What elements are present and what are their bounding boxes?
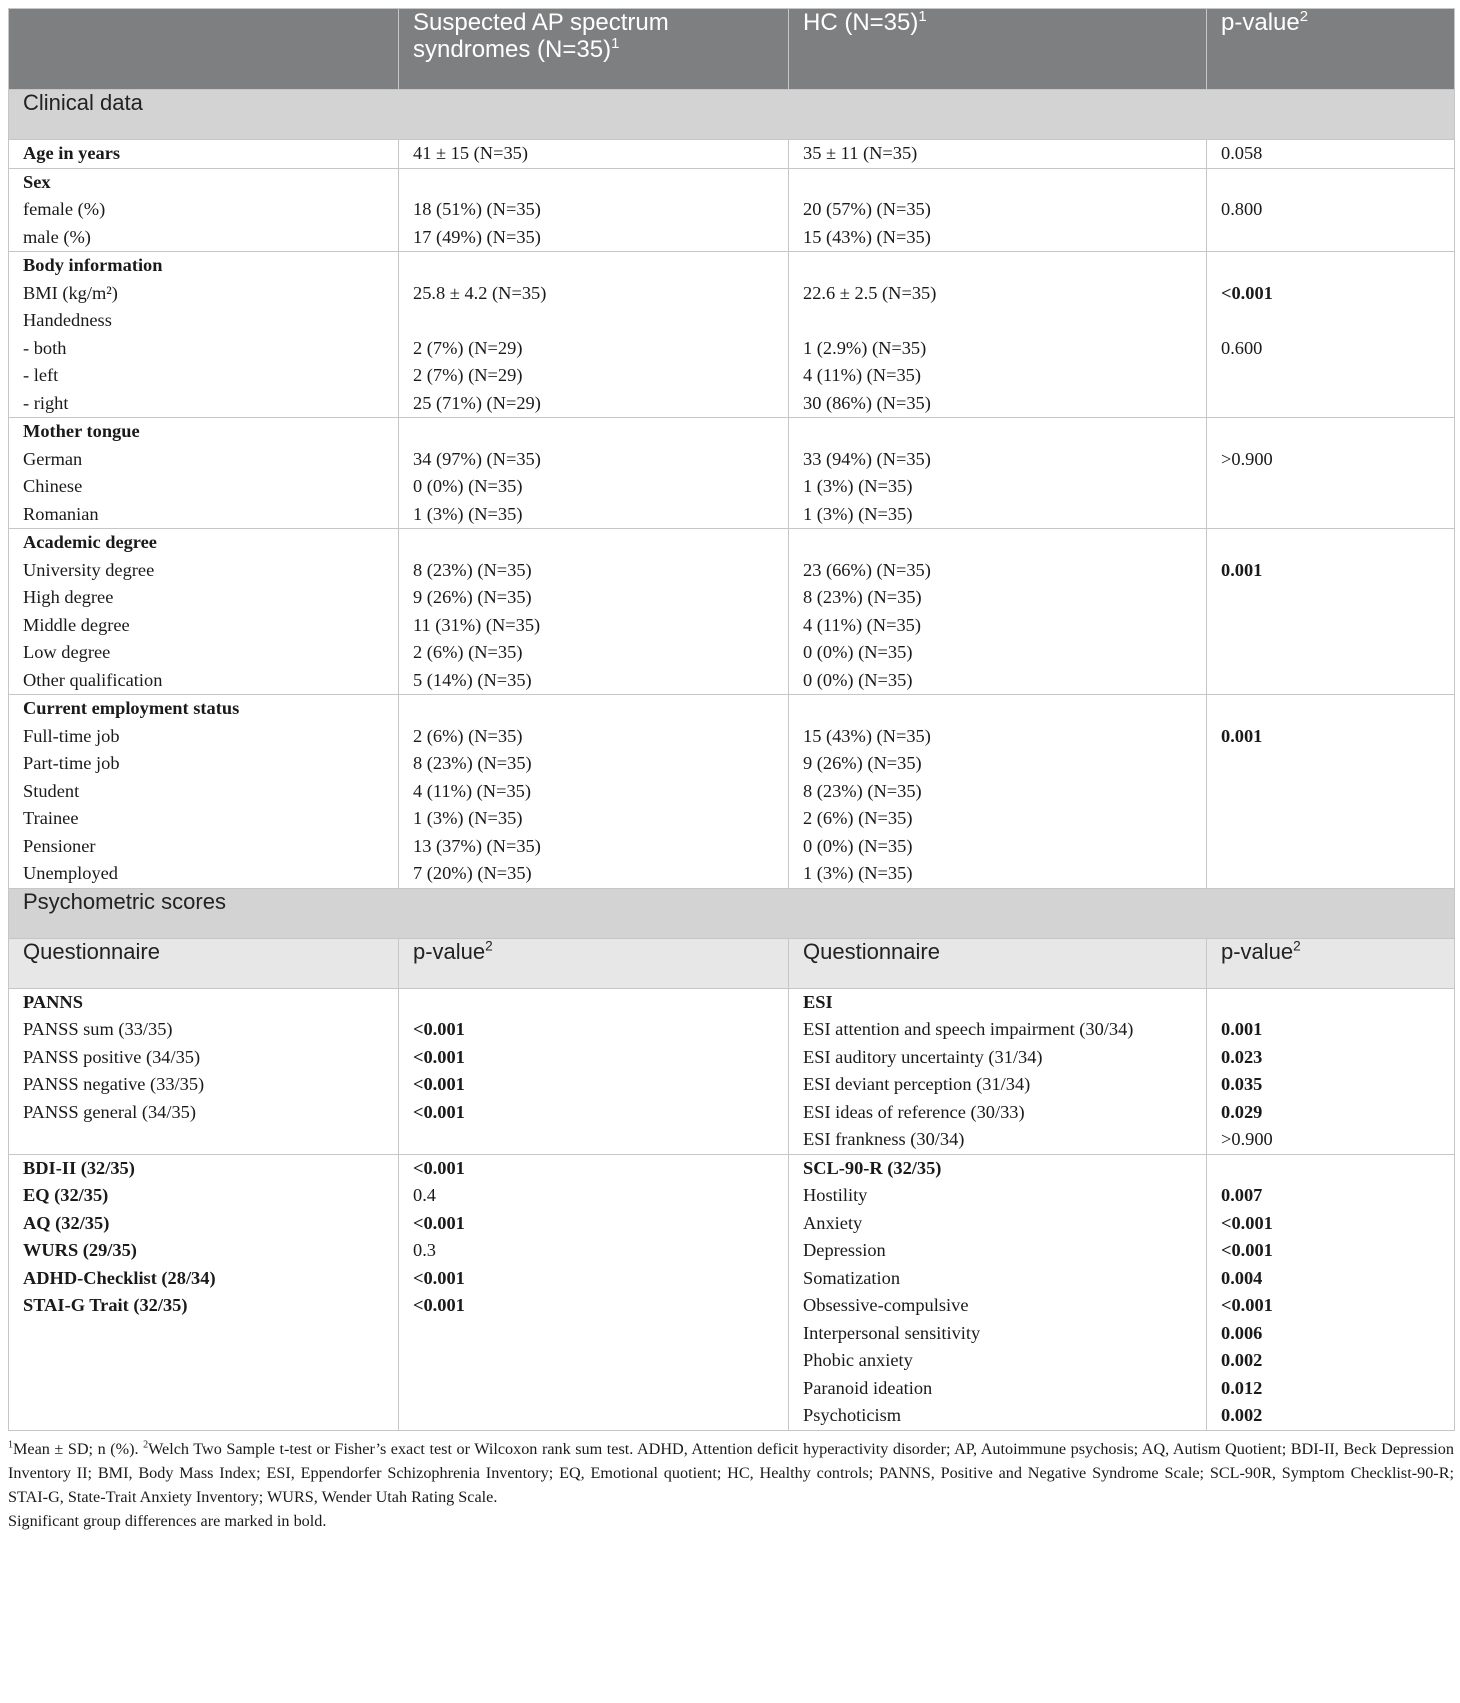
ap-value: 13 (37%) (N=35) bbox=[413, 835, 541, 856]
ap-value: 25 (71%) (N=29) bbox=[413, 392, 541, 413]
questionnaire-label: Obsessive-compulsive bbox=[803, 1295, 969, 1315]
questionnaire-p-value: <0.001 bbox=[413, 1019, 465, 1039]
questionnaire-p-value: 0.035 bbox=[1221, 1074, 1263, 1094]
row-label: - left bbox=[23, 365, 59, 385]
subheader-label: p-value bbox=[1221, 938, 1294, 964]
hc-value: 8 (23%) (N=35) bbox=[803, 587, 922, 607]
hc-value: 1 (2.9%) (N=35) bbox=[803, 337, 927, 358]
questionnaire-p-value: 0.007 bbox=[1221, 1185, 1263, 1205]
questionnaire-p-value: <0.001 bbox=[413, 1212, 465, 1233]
hc-value-cell bbox=[789, 252, 1207, 418]
demographics-table bbox=[8, 8, 1455, 1431]
ap-value: 1 (3%) (N=35) bbox=[413, 808, 523, 828]
questionnaire-label: ESI bbox=[803, 991, 833, 1012]
hc-value: 9 (26%) (N=35) bbox=[803, 753, 922, 773]
ap-value: 11 (31%) (N=35) bbox=[413, 614, 541, 635]
header-p-value: p-value$^2$ bbox=[1207, 9, 1455, 90]
p-value-cell bbox=[1207, 168, 1455, 252]
hc-value: 23 (66%) (N=35) bbox=[803, 559, 931, 580]
empty-line bbox=[1221, 833, 1440, 861]
subheader-p2 bbox=[1207, 938, 1455, 988]
section-title: Clinical data bbox=[9, 90, 1455, 140]
subheader-label: p-value bbox=[413, 938, 486, 964]
variable-cell bbox=[9, 252, 399, 418]
subheader-label: Questionnaire bbox=[23, 938, 160, 964]
empty-line bbox=[803, 307, 1192, 335]
ap-value: 2 (6%) (N=35) bbox=[413, 642, 523, 662]
questionnaire-p-value: 0.012 bbox=[1221, 1377, 1263, 1398]
questionnaire-p-value: <0.001 bbox=[1221, 1212, 1273, 1233]
p-value-left-cell bbox=[399, 988, 789, 1154]
row-label: High degree bbox=[23, 587, 114, 607]
empty-line bbox=[413, 169, 774, 197]
clinical-group-row bbox=[9, 168, 1455, 252]
ap-value-cell bbox=[399, 418, 789, 529]
questionnaire-label: Paranoid ideation bbox=[803, 1377, 933, 1398]
questionnaire-label: PANSS general (34/35) bbox=[23, 1101, 197, 1122]
questionnaire-p-value: 0.001 bbox=[1221, 1019, 1263, 1039]
questionnaire-p-value: 0.004 bbox=[1221, 1267, 1263, 1288]
subheader-label: Questionnaire bbox=[803, 938, 940, 964]
subheader-q1 bbox=[9, 938, 399, 988]
questionnaire-label: BDI-II (32/35) bbox=[23, 1157, 135, 1178]
group-label: Sex bbox=[23, 171, 51, 192]
p-value-right-cell bbox=[1207, 1154, 1455, 1430]
questionnaire-label: PANSS sum (33/35) bbox=[23, 1019, 173, 1039]
questionnaire-p-value: 0.006 bbox=[1221, 1322, 1263, 1343]
questionnaire-label: AQ (32/35) bbox=[23, 1212, 110, 1233]
empty-line bbox=[803, 169, 1192, 197]
ap-value: 9 (26%) (N=35) bbox=[413, 587, 532, 607]
hc-value: 35 ± 11 (N=35) bbox=[803, 143, 918, 163]
clinical-group-row bbox=[9, 529, 1455, 695]
empty-line bbox=[1221, 667, 1440, 695]
empty-line bbox=[1221, 473, 1440, 501]
questionnaire-p-value: 0.023 bbox=[1221, 1046, 1263, 1067]
empty-line bbox=[1221, 418, 1440, 446]
p-value: 0.058 bbox=[1221, 143, 1263, 163]
p-value: 0.001 bbox=[1221, 725, 1263, 746]
questionnaire-p-value: <0.001 bbox=[413, 1267, 465, 1288]
variable-cell bbox=[9, 168, 399, 252]
empty-line bbox=[1221, 529, 1440, 557]
questionnaire-p-value: <0.001 bbox=[413, 1046, 465, 1067]
group-label: Body information bbox=[23, 255, 163, 275]
questionnaire-p-value: 0.029 bbox=[1221, 1101, 1263, 1122]
hc-value: 33 (94%) (N=35) bbox=[803, 448, 931, 469]
questionnaire-label: Hostility bbox=[803, 1185, 868, 1205]
hc-value-cell bbox=[789, 695, 1207, 889]
psychometric-block-row bbox=[9, 988, 1455, 1154]
row-label: Low degree bbox=[23, 642, 111, 662]
section-psychometric-scores bbox=[9, 888, 1455, 938]
hc-value: 0 (0%) (N=35) bbox=[803, 835, 913, 856]
questionnaire-p-value: 0.002 bbox=[1221, 1405, 1263, 1425]
questionnaire-left-cell bbox=[9, 1154, 399, 1430]
row-label: University degree bbox=[23, 559, 155, 580]
hc-value: 4 (11%) (N=35) bbox=[803, 614, 921, 635]
ap-value: 2 (7%) (N=29) bbox=[413, 365, 523, 385]
ap-value: 41 ± 15 (N=35) bbox=[413, 143, 528, 163]
hc-value: 20 (57%) (N=35) bbox=[803, 199, 931, 219]
table-container bbox=[8, 8, 1454, 1533]
row-label: BMI (kg/m²) bbox=[23, 282, 118, 303]
empty-line bbox=[1221, 501, 1440, 529]
ap-value: 8 (23%) (N=35) bbox=[413, 559, 532, 580]
questionnaire-label: Interpersonal sensitivity bbox=[803, 1322, 981, 1343]
group-label: Current employment status bbox=[23, 698, 240, 718]
hc-value-cell bbox=[789, 529, 1207, 695]
row-label: Romanian bbox=[23, 503, 99, 524]
empty-line bbox=[413, 418, 774, 446]
clinical-group-row bbox=[9, 252, 1455, 418]
questionnaire-p-value: <0.001 bbox=[1221, 1295, 1273, 1315]
questionnaire-p-value: <0.001 bbox=[1221, 1240, 1273, 1260]
p-value-cell bbox=[1207, 529, 1455, 695]
ap-value: 8 (23%) (N=35) bbox=[413, 753, 532, 773]
row-label: Student bbox=[23, 780, 80, 801]
hc-value: 15 (43%) (N=35) bbox=[803, 725, 931, 746]
variable-cell bbox=[9, 418, 399, 529]
questionnaire-label: PANNS bbox=[23, 991, 83, 1012]
ap-value-cell bbox=[399, 695, 789, 889]
group-label: Mother tongue bbox=[23, 421, 140, 441]
p-value: <0.001 bbox=[1221, 282, 1273, 303]
hc-value: 1 (3%) (N=35) bbox=[803, 503, 913, 524]
ap-value: 4 (11%) (N=35) bbox=[413, 780, 531, 801]
empty-line bbox=[1221, 224, 1440, 252]
row-label: male (%) bbox=[23, 226, 91, 247]
empty-line bbox=[1221, 750, 1440, 778]
p-value-cell bbox=[1207, 140, 1455, 169]
row-label: Other qualification bbox=[23, 669, 163, 690]
empty-line bbox=[413, 695, 774, 723]
ap-value: 7 (20%) (N=35) bbox=[413, 863, 532, 883]
section-title: Psychometric scores bbox=[9, 888, 1455, 938]
hc-value: 22.6 ± 2.5 (N=35) bbox=[803, 282, 937, 303]
hc-value-cell bbox=[789, 140, 1207, 169]
variable-cell bbox=[9, 140, 399, 169]
ap-value: 25.8 ± 4.2 (N=35) bbox=[413, 282, 547, 303]
hc-value: 4 (11%) (N=35) bbox=[803, 365, 921, 385]
empty-line bbox=[803, 695, 1192, 723]
hc-value: 1 (3%) (N=35) bbox=[803, 863, 913, 883]
clinical-group-row bbox=[9, 695, 1455, 889]
section-clinical-data bbox=[9, 90, 1455, 140]
header-empty bbox=[9, 9, 399, 90]
questionnaire-label: Anxiety bbox=[803, 1212, 863, 1233]
empty-line bbox=[1221, 778, 1440, 806]
empty-line bbox=[1221, 639, 1440, 667]
psychometric-block-row bbox=[9, 1154, 1455, 1430]
empty-line bbox=[413, 529, 774, 557]
p-value: >0.900 bbox=[1221, 448, 1273, 469]
empty-line bbox=[1221, 805, 1440, 833]
ap-value-cell bbox=[399, 140, 789, 169]
questionnaire-label: WURS (29/35) bbox=[23, 1240, 137, 1260]
empty-line bbox=[1221, 307, 1440, 335]
questionnaire-label: EQ (32/35) bbox=[23, 1185, 109, 1205]
subheader-sup: 2 bbox=[485, 938, 493, 954]
ap-value: 18 (51%) (N=35) bbox=[413, 199, 541, 219]
header-ap-group: Suspected AP spectrum syndromes (N=35)$^1$ bbox=[399, 9, 789, 90]
questionnaire-label: ESI attention and speech impairment (30/34) bbox=[803, 1019, 1134, 1039]
p-value-left-cell bbox=[399, 1154, 789, 1430]
questionnaire-p-value bbox=[1221, 1155, 1440, 1183]
p-value-cell bbox=[1207, 695, 1455, 889]
row-label: Unemployed bbox=[23, 863, 118, 883]
questionnaire-label: ADHD-Checklist (28/34) bbox=[23, 1267, 216, 1288]
row-label: Handedness bbox=[23, 310, 112, 330]
hc-value: 2 (6%) (N=35) bbox=[803, 808, 913, 828]
questionnaire-label: ESI auditory uncertainty (31/34) bbox=[803, 1046, 1043, 1067]
subheader-p1 bbox=[399, 938, 789, 988]
empty-line bbox=[1221, 252, 1440, 280]
ap-value-cell bbox=[399, 252, 789, 418]
hc-value: 30 (86%) (N=35) bbox=[803, 392, 931, 413]
questionnaire-p-value: 0.4 bbox=[413, 1185, 436, 1205]
empty-line bbox=[1221, 362, 1440, 390]
questionnaire-left-cell bbox=[9, 988, 399, 1154]
questionnaire-label: SCL-90-R (32/35) bbox=[803, 1157, 942, 1178]
p-value-cell bbox=[1207, 418, 1455, 529]
hc-value: 15 (43%) (N=35) bbox=[803, 226, 931, 247]
ap-value: 2 (7%) (N=29) bbox=[413, 337, 523, 358]
p-value-cell bbox=[1207, 252, 1455, 418]
questionnaire-p-value: <0.001 bbox=[413, 1101, 465, 1122]
questionnaire-p-value: 0.3 bbox=[413, 1240, 436, 1260]
questionnaire-label: ESI frankness (30/34) bbox=[803, 1129, 965, 1149]
empty-line bbox=[803, 529, 1192, 557]
empty-line bbox=[413, 252, 774, 280]
questionnaire-label: PANSS positive (34/35) bbox=[23, 1046, 201, 1067]
questionnaire-label: Psychoticism bbox=[803, 1405, 902, 1425]
empty-line bbox=[1221, 584, 1440, 612]
questionnaire-label: ESI deviant perception (31/34) bbox=[803, 1074, 1031, 1094]
questionnaire-p-value bbox=[1221, 989, 1440, 1017]
questionnaire-label: Somatization bbox=[803, 1267, 901, 1288]
questionnaire-p-value: >0.900 bbox=[1221, 1129, 1273, 1149]
variable-cell bbox=[9, 695, 399, 889]
questionnaire-label: Phobic anxiety bbox=[803, 1350, 913, 1370]
subheader-q2 bbox=[789, 938, 1207, 988]
row-label: Part-time job bbox=[23, 753, 120, 773]
row-label: Full-time job bbox=[23, 725, 120, 746]
empty-line bbox=[1221, 169, 1440, 197]
questionnaire-p-value: <0.001 bbox=[413, 1295, 465, 1315]
questionnaire-p-value: <0.001 bbox=[413, 1074, 465, 1094]
questionnaire-p-value bbox=[413, 989, 774, 1017]
questionnaire-right-cell bbox=[789, 988, 1207, 1154]
questionnaire-label: Depression bbox=[803, 1240, 886, 1260]
subheader-sup: 2 bbox=[1293, 938, 1301, 954]
row-label: - both bbox=[23, 337, 67, 358]
psychometric-subheader bbox=[9, 938, 1455, 988]
footnote-significance: Significant group differences are marked in bold. bbox=[8, 1511, 327, 1530]
hc-value: 8 (23%) (N=35) bbox=[803, 780, 922, 801]
ap-value: 5 (14%) (N=35) bbox=[413, 669, 532, 690]
row-label: Chinese bbox=[23, 476, 83, 496]
row-label: Pensioner bbox=[23, 835, 96, 856]
hc-value-cell bbox=[789, 168, 1207, 252]
ap-value-cell bbox=[399, 529, 789, 695]
empty-line bbox=[1221, 390, 1440, 418]
questionnaire-label: PANSS negative (33/35) bbox=[23, 1074, 205, 1094]
hc-value-cell bbox=[789, 418, 1207, 529]
group-label: Academic degree bbox=[23, 532, 157, 552]
ap-value: 34 (97%) (N=35) bbox=[413, 448, 541, 469]
clinical-group-row bbox=[9, 140, 1455, 169]
row-label: German bbox=[23, 448, 83, 469]
table-header-row bbox=[9, 9, 1455, 90]
empty-line bbox=[1221, 860, 1440, 888]
footnotes bbox=[8, 1437, 1454, 1533]
header-hc-group: HC (N=35)$^1$ bbox=[789, 9, 1207, 90]
row-label: - right bbox=[23, 392, 69, 413]
clinical-group-row bbox=[9, 418, 1455, 529]
row-label: Trainee bbox=[23, 808, 79, 828]
variable-cell bbox=[9, 529, 399, 695]
group-label: Age in years bbox=[23, 143, 121, 163]
row-label: Middle degree bbox=[23, 614, 130, 635]
questionnaire-p-value: <0.001 bbox=[413, 1157, 465, 1178]
hc-value: 0 (0%) (N=35) bbox=[803, 669, 913, 690]
empty-line bbox=[803, 252, 1192, 280]
questionnaire-label: STAI-G Trait (32/35) bbox=[23, 1295, 188, 1315]
hc-value: 1 (3%) (N=35) bbox=[803, 476, 913, 496]
p-value-right-cell bbox=[1207, 988, 1455, 1154]
questionnaire-right-cell bbox=[789, 1154, 1207, 1430]
p-value: 0.600 bbox=[1221, 337, 1263, 358]
ap-value: 0 (0%) (N=35) bbox=[413, 476, 523, 496]
footnote-abbreviations: $^1$Mean ± SD; n (%). $^2$Welch Two Sample t-test or Fisher’s exact test or Wilcoxon rank sum test. ADHD, Attention deficit hyperactivity disorder; AP, Autoimmune psychosis; AQ, Autism Quotient; BDI-II, Beck Depression Inventory II; BMI, Body Mass Index; ESI, Eppendorfer Schizophrenia Inventory; EQ, Emotional quotient; HC, Healthy controls; PANNS, Positive and Negative Syndrome Scale; SCL-90R, Symptom Checklist-90-R; STAI-G, State-Trait Anxiety Inventory; WURS, Wender Utah Rating Scale. bbox=[8, 1439, 1454, 1506]
ap-value: 17 (49%) (N=35) bbox=[413, 226, 541, 247]
questionnaire-p-value: 0.002 bbox=[1221, 1350, 1263, 1370]
p-value: 0.001 bbox=[1221, 559, 1263, 580]
empty-line bbox=[413, 307, 774, 335]
ap-value: 2 (6%) (N=35) bbox=[413, 725, 523, 746]
empty-line bbox=[803, 418, 1192, 446]
ap-value: 1 (3%) (N=35) bbox=[413, 503, 523, 524]
questionnaire-label: ESI ideas of reference (30/33) bbox=[803, 1101, 1025, 1122]
empty-line bbox=[1221, 612, 1440, 640]
row-label: female (%) bbox=[23, 199, 106, 219]
ap-value-cell bbox=[399, 168, 789, 252]
hc-value: 0 (0%) (N=35) bbox=[803, 642, 913, 662]
p-value: 0.800 bbox=[1221, 199, 1263, 219]
empty-line bbox=[1221, 695, 1440, 723]
